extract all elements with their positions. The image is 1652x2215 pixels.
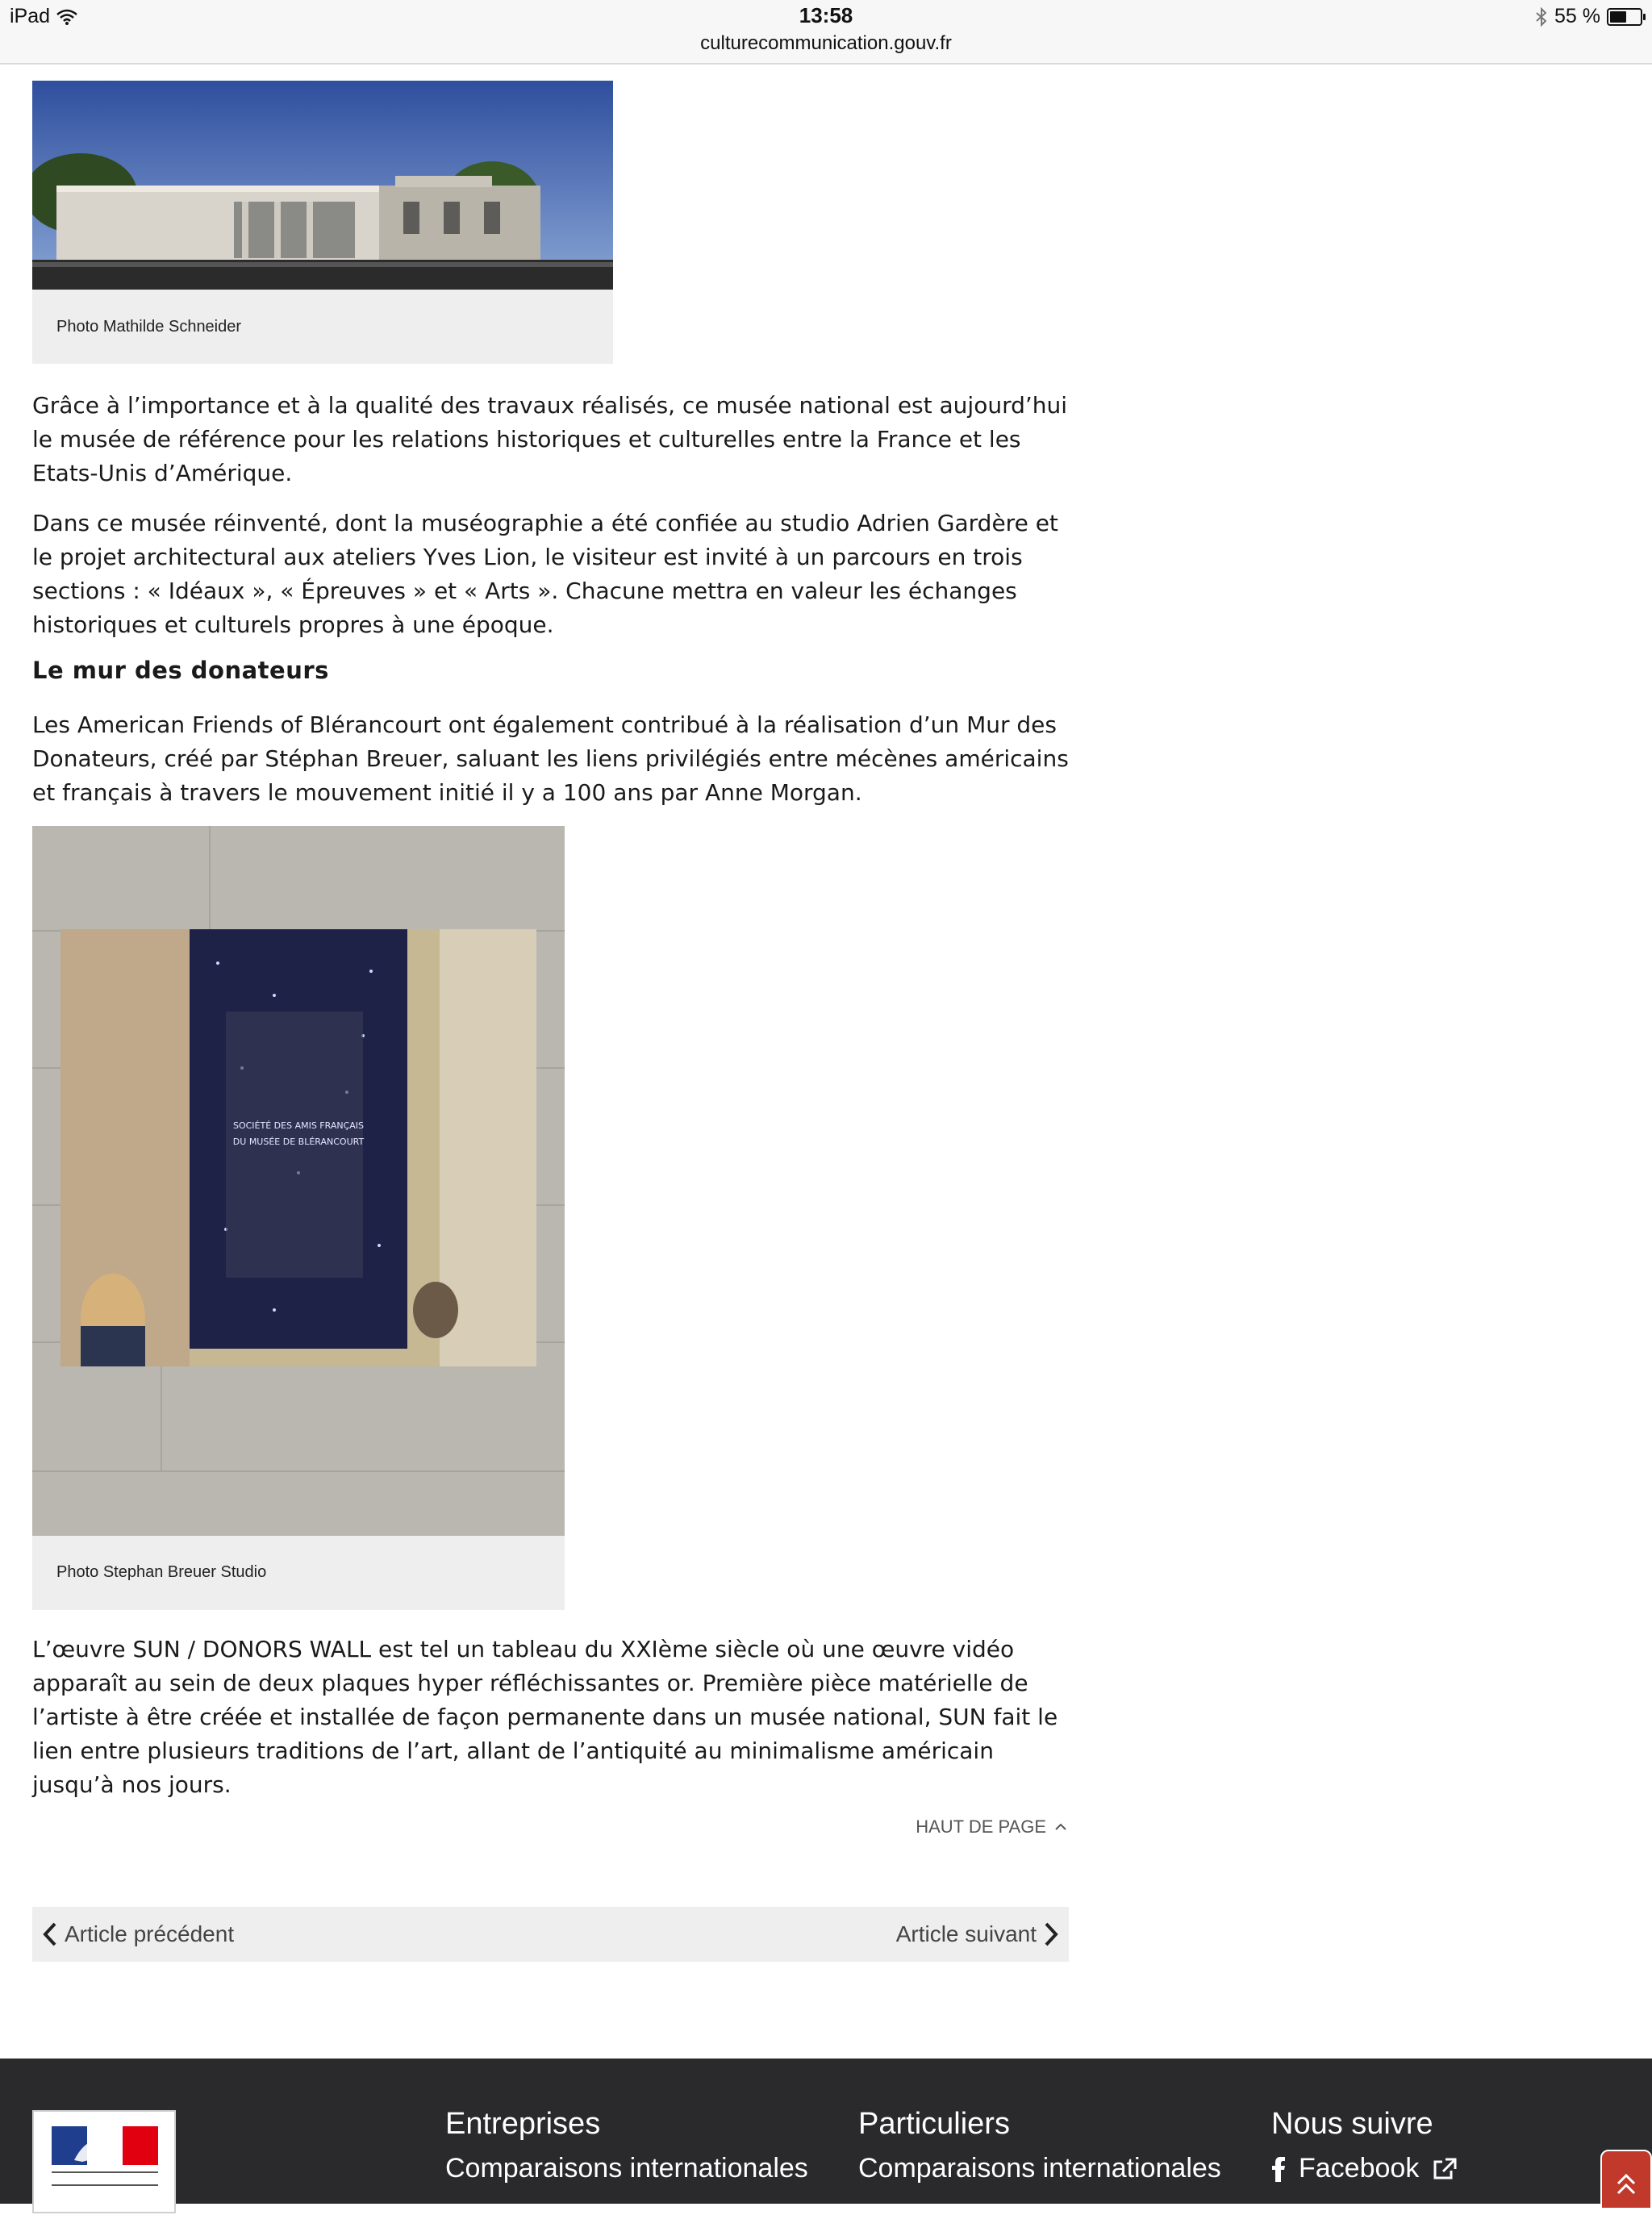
footer-link[interactable]: Comparaisons internationales <box>445 2153 808 2184</box>
chevron-right-icon <box>1043 1921 1059 1947</box>
battery-fill <box>1610 11 1626 23</box>
next-article-link[interactable] <box>896 1907 1059 1962</box>
chevron-up-icon <box>1054 1823 1067 1831</box>
footer-link[interactable]: Comparaisons internationales <box>858 2153 1221 2184</box>
figure-museum <box>32 81 613 364</box>
double-chevron-up-icon <box>1602 2151 1650 2208</box>
scroll-to-top-button[interactable] <box>1600 2150 1652 2209</box>
paragraph-3: Les American Friends of Blérancourt ont également contribué à la réalisation d’un Mur des Donateurs, créé par Stéphan Breuer, saluant les liens privilégiés entre mécènes américains et français à travers le mouvement initié il y a 100 ans par Anne Morgan. <box>32 711 1069 806</box>
facebook-link[interactable] <box>1271 2153 1458 2184</box>
status-right <box>1535 5 1642 28</box>
next-article-label: Article suivant <box>895 1921 1037 1946</box>
back-to-top-label: HAUT DE PAGE <box>916 1817 1046 1837</box>
previous-article-link[interactable] <box>42 1907 234 1962</box>
paragraph-4: L’œuvre SUN / DONORS WALL est tel un tableau du XXIème siècle où une œuvre vidéo apparaît au sein de deux plaques hyper réfléchissantes or. Première pièce matérielle de l’artiste à être créée et installée de façon permanente dans un musée national, SUN fait le lien entre plusieurs traditions de l’art, allant de l’antiquité au minimalisme américain jusqu’à nos jours. <box>32 1636 1058 1798</box>
article-navigation <box>32 1907 1069 1962</box>
svg-text:DU MUSÉE DE BLÉRANCOURT: DU MUSÉE DE BLÉRANCOURT <box>232 1137 365 1147</box>
facebook-label: Facebook <box>1299 2153 1420 2184</box>
footer-heading: Particuliers <box>858 2107 1010 2141</box>
footer-heading: Nous suivre <box>1271 2107 1433 2141</box>
chevron-left-icon <box>42 1921 58 1947</box>
battery-icon <box>1607 8 1642 26</box>
marianne-logo[interactable] <box>32 2110 176 2213</box>
footer-column-entreprises <box>445 2107 808 2184</box>
svg-text:SOCIÉTÉ DES AMIS FRANÇAIS: SOCIÉTÉ DES AMIS FRANÇAIS <box>232 1120 365 1131</box>
figure-caption: Photo Mathilde Schneider <box>56 318 242 336</box>
battery-percent: 55 % <box>1554 5 1600 27</box>
previous-article-label: Article précédent <box>65 1921 235 1946</box>
back-to-top-link[interactable] <box>916 1817 1067 1837</box>
status-bar <box>0 0 1652 65</box>
bluetooth-icon <box>1535 7 1548 27</box>
facebook-icon <box>1271 2156 1286 2182</box>
clock: 13:58 <box>799 3 853 27</box>
external-link-icon <box>1432 2157 1458 2181</box>
footer-heading: Entreprises <box>445 2107 601 2141</box>
paragraph-1: Grâce à l’importance et à la qualité des travaux réalisés, ce musée national est aujourd’hui le musée de référence pour les relations historiques et culturelles entre la France et les Etats-Unis d’Amérique. <box>32 392 1068 486</box>
device-name: iPad <box>10 5 51 27</box>
figure-donors-wall <box>32 826 565 1610</box>
footer-column-social <box>1271 2107 1458 2184</box>
footer-column-particuliers <box>858 2107 1221 2184</box>
museum-photo <box>32 81 613 290</box>
section-heading: Le mur des donateurs <box>32 657 329 684</box>
figure-caption: Photo Stephan Breuer Studio <box>56 1563 267 1581</box>
donors-wall-photo <box>32 826 565 1536</box>
site-footer <box>0 2059 1652 2204</box>
url-bar[interactable]: culturecommunication.gouv.fr <box>700 32 952 54</box>
paragraph-2: Dans ce musée réinventé, dont la muséographie a été confiée au studio Adrien Gardère et le projet architectural aux ateliers Yves Lion, le visiteur est invité à un parcours en trois sections : « Idéaux », « Épreuves » et « Arts ». Chacune mettra en valeur les échanges historiques et culturels propres à une époque. <box>32 510 1058 638</box>
